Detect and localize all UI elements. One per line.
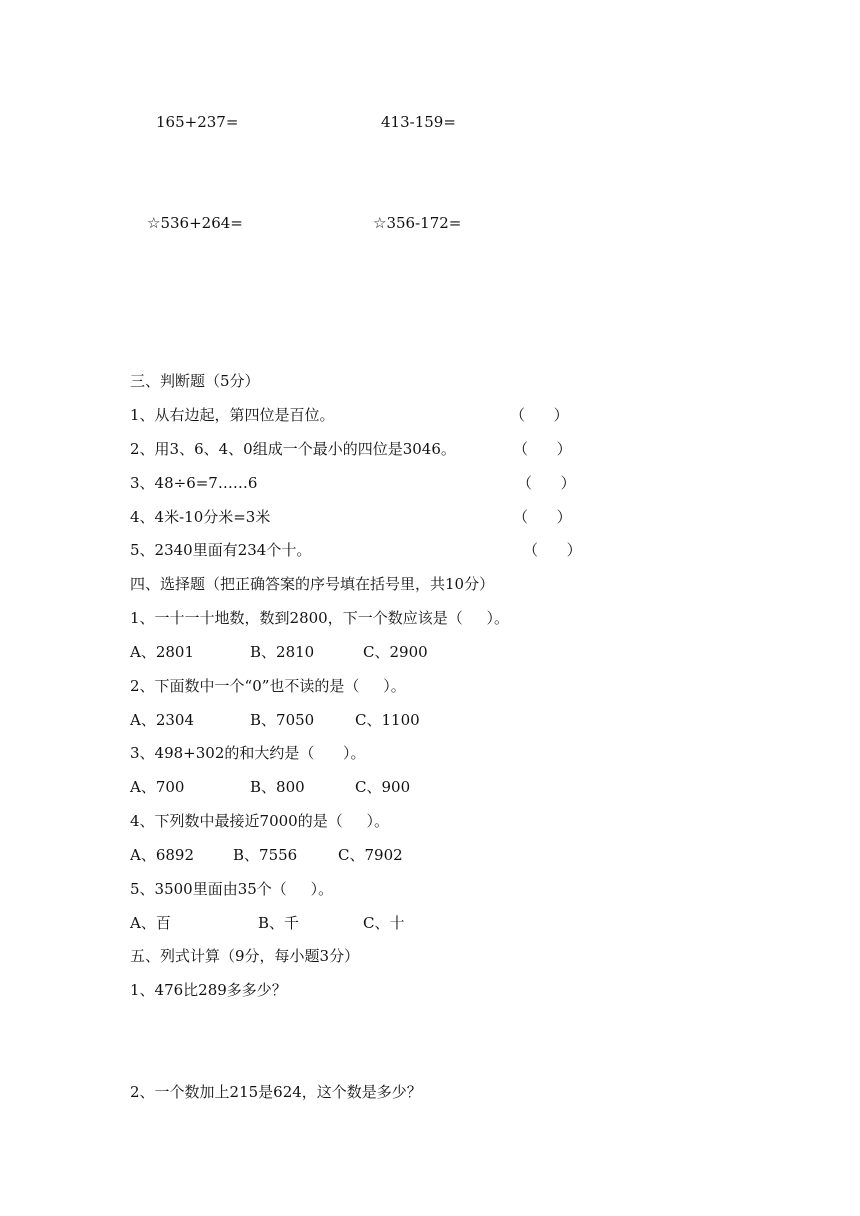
choice-3-option-c: C、900 xyxy=(355,778,411,796)
choice-question-2: 2、下面数中一个“0”也不读的是（ ）。 xyxy=(130,677,406,695)
choice-question-1: 1、一十一十地数，数到2800，下一个数应该是（ ）。 xyxy=(130,609,510,627)
section-4-heading: 四、选择题（把正确答案的序号填在括号里，共10分） xyxy=(130,575,495,593)
judge-item-2: 2、用3、6、4、0组成一个最小的四位是3046。 xyxy=(130,440,456,458)
choice-question-3: 3、498+302的和大约是（ ）。 xyxy=(130,744,366,762)
judge-bracket-4: （ ） xyxy=(513,508,572,526)
judge-item-5: 5、2340里面有234个十。 xyxy=(130,541,312,559)
word-problem-2: 2、一个数加上215是624，这个数是多少？ xyxy=(130,1083,422,1101)
choice-3-option-a: A、700 xyxy=(130,778,185,796)
choice-3-option-b: B、800 xyxy=(250,778,305,796)
calc-1-left: 165+237= xyxy=(156,113,239,131)
choice-1-option-a: A、2801 xyxy=(130,643,195,661)
choice-4-option-b: B、7556 xyxy=(233,846,298,864)
word-problem-1: 1、476比289多多少？ xyxy=(130,981,287,999)
calc-1-right: 413-159= xyxy=(381,113,456,131)
choice-2-option-a: A、2304 xyxy=(130,711,195,729)
judge-bracket-5: （ ） xyxy=(523,541,582,559)
section-5-heading: 五、列式计算（9分，每小题3分） xyxy=(130,947,360,965)
choice-5-option-b: B、千 xyxy=(258,914,300,932)
choice-question-4: 4、下列数中最接近7000的是（ ）。 xyxy=(130,812,390,830)
choice-4-option-a: A、6892 xyxy=(130,846,195,864)
choice-4-option-c: C、7902 xyxy=(338,846,403,864)
calc-2-left: ☆536+264= xyxy=(147,214,243,232)
choice-2-option-b: B、7050 xyxy=(250,711,315,729)
judge-bracket-1: （ ） xyxy=(510,406,569,424)
judge-item-4: 4、4米-10分米=3米 xyxy=(130,508,271,526)
choice-5-option-a: A、百 xyxy=(130,914,171,932)
judge-bracket-3: （ ） xyxy=(517,474,576,492)
choice-2-option-c: C、1100 xyxy=(355,711,420,729)
calc-2-right: ☆356-172= xyxy=(373,214,462,232)
judge-item-3: 3、48÷6=7……6 xyxy=(130,474,258,492)
section-3-heading: 三、判断题（5分） xyxy=(130,372,260,390)
judge-bracket-2: （ ） xyxy=(513,440,572,458)
choice-question-5: 5、3500里面由35个（ ）。 xyxy=(130,880,334,898)
choice-1-option-c: C、2900 xyxy=(363,643,428,661)
choice-5-option-c: C、十 xyxy=(363,914,405,932)
judge-item-1: 1、从右边起，第四位是百位。 xyxy=(130,406,335,424)
choice-1-option-b: B、2810 xyxy=(250,643,315,661)
